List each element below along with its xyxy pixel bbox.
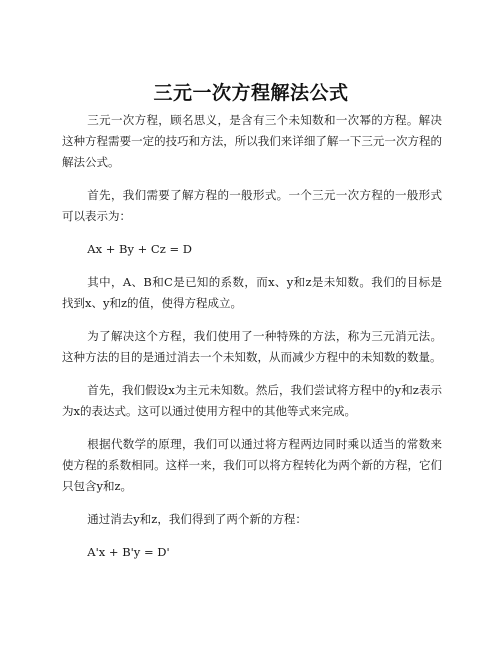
document-body — [62, 110, 442, 575]
paragraph-general-form: 首先，我们需要了解方程的一般形式。一个三元一次方程的一般形式可以表示为： — [62, 188, 442, 223]
paragraph-elimination-method: 为了解决这个方程，我们使用了一种特殊的方法，称为三元消元法。这种方法的目的是通过消去一个未知数，从而减少方程中的未知数的数量。 — [62, 329, 442, 364]
paragraph-variables: 其中，A、B和C是已知的系数，而x、y和z是未知数。我们的目标是找到x、y和z的值，使得方程成立。 — [62, 275, 442, 310]
paragraph-assume-x: 首先，我们假设x为主元未知数。然后，我们尝试将方程中的y和z表示为x的表达式。这可以通过使用方程中的其他等式来完成。 — [62, 383, 442, 418]
paragraph-new-equations: 通过消去y和z，我们得到了两个新的方程： — [87, 512, 307, 526]
document-title: 三元一次方程解法公式 — [153, 82, 349, 104]
formula-general: Ax + By + Cz = D — [87, 242, 192, 256]
formula-new-equation: A'x + B'y = D' — [87, 545, 170, 559]
paragraph-multiply-coefficients: 根据代数学的原理，我们可以通过将方程两边同时乘以适当的常数来使方程的系数相同。这样一来，我们可以将方程转化为两个新的方程，它们只包含y和z。 — [62, 437, 442, 493]
paragraph-intro: 三元一次方程，顾名思义，是含有三个未知数和一次幂的方程。解决这种方程需要一定的技巧和方法，所以我们来详细了解一下三元一次方程的解法公式。 — [62, 113, 442, 169]
